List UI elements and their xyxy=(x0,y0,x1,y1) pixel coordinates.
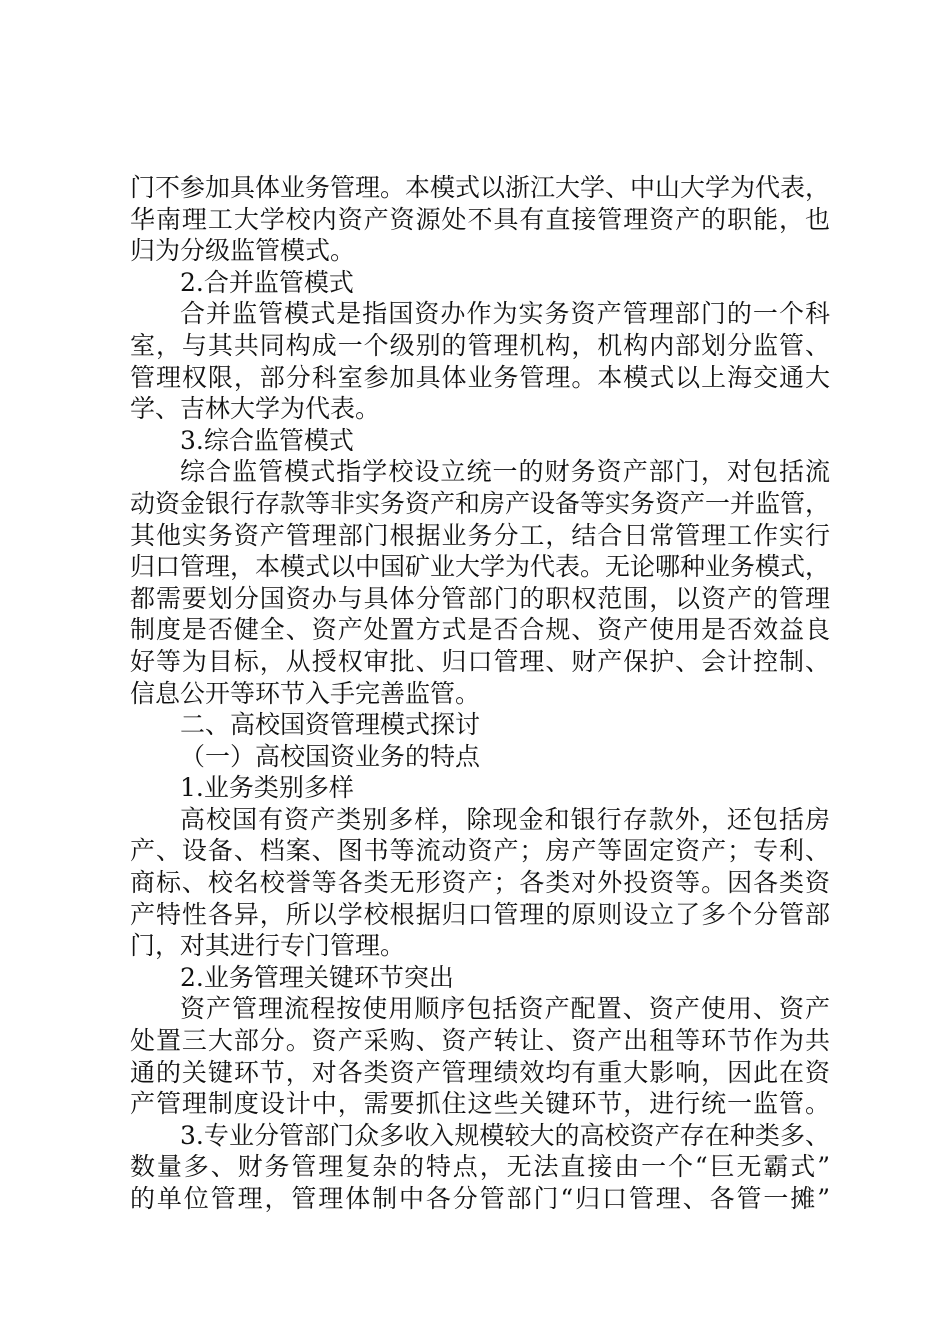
text-line: 归口管理，本模式以中国矿业大学为代表。无论哪种业务模式， xyxy=(130,552,831,582)
text-line: 合并监管模式是指国资办作为实务资产管理部门的一个科 xyxy=(180,299,830,329)
text-line: 产管理制度设计中，需要抓住这些关键环节，进行统一监管。 xyxy=(130,1089,830,1119)
text-line: 高校国有资产类别多样，除现金和银行存款外，还包括房 xyxy=(180,804,830,834)
text-line: 数量多、财务管理复杂的特点，无法直接由一个“巨无霸式” xyxy=(130,1152,830,1182)
subsection-heading: 2.业务管理关键环节突出 xyxy=(180,962,454,992)
section-heading: 2.合并监管模式 xyxy=(180,267,354,297)
text-line: 产、设备、档案、图书等流动资产；房产等固定资产；专利、 xyxy=(130,836,830,866)
text-line: 资产管理流程按使用顺序包括资产配置、资产使用、资产 xyxy=(180,994,830,1024)
text-line: 归为分级监管模式。 xyxy=(130,236,356,266)
section-heading: 3.综合监管模式 xyxy=(180,425,354,455)
text-line: 制度是否健全、资产处置方式是否合规、资产使用是否效益良 xyxy=(130,615,830,645)
text-line: 华南理工大学校内资产资源处不具有直接管理资产的职能，也 xyxy=(130,204,830,234)
text-line: 综合监管模式指学校设立统一的财务资产部门，对包括流 xyxy=(180,457,830,487)
text-line: 其他实务资产管理部门根据业务分工，结合日常管理工作实行 xyxy=(130,520,830,550)
text-line: 门，对其进行专门管理。 xyxy=(130,931,406,961)
text-line: 好等为目标，从授权审批、归口管理、财产保护、会计控制、 xyxy=(130,646,830,676)
subsection-heading: （一）高校国资业务的特点 xyxy=(180,741,481,771)
text-line: 管理权限，部分科室参加具体业务管理。本模式以上海交通大 xyxy=(130,362,830,392)
text-line: 3.专业分管部门众多收入规模较大的高校资产存在种类多、 xyxy=(180,1120,830,1150)
text-line: 商标、校名校誉等各类无形资产；各类对外投资等。因各类资 xyxy=(130,868,830,898)
text-line: 都需要划分国资办与具体分管部门的职权范围，以资产的管理 xyxy=(130,583,830,613)
text-line: 室，与其共同构成一个级别的管理机构，机构内部划分监管、 xyxy=(130,330,830,360)
text-line: 产特性各异，所以学校根据归口管理的原则设立了多个分管部 xyxy=(130,899,830,929)
text-line: 信息公开等环节入手完善监管。 xyxy=(130,678,481,708)
document-body xyxy=(130,172,830,1215)
text-line: 的单位管理，管理体制中各分管部门“归口管理、各管一摊” xyxy=(130,1184,830,1213)
text-line: 门不参加具体业务管理。本模式以浙江大学、中山大学为代表， xyxy=(130,173,831,202)
text-line: 学、吉林大学为代表。 xyxy=(130,394,381,424)
text-line: 动资金银行存款等非实务资产和房产设备等实务资产一并监管， xyxy=(130,488,831,518)
section-heading: 二、高校国资管理模式探讨 xyxy=(180,710,481,740)
text-line: 处置三大部分。资产采购、资产转让、资产出租等环节作为共 xyxy=(130,1026,830,1056)
text-line: 通的关键环节，对各类资产管理绩效均有重大影响，因此在资 xyxy=(130,1057,830,1087)
subsection-heading: 1.业务类别多样 xyxy=(180,773,354,803)
